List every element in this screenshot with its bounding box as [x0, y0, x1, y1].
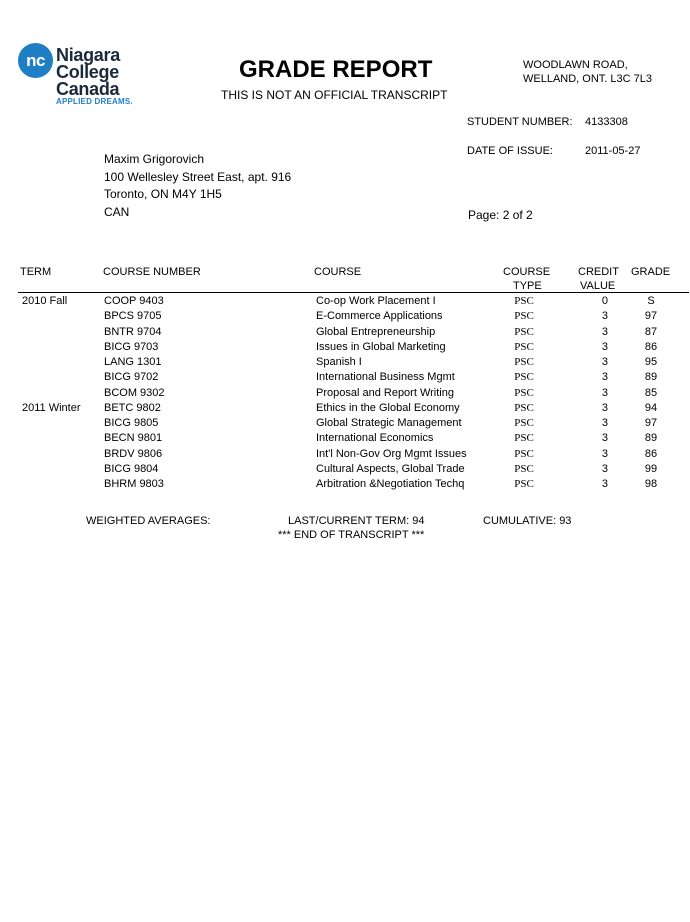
- row-course-number: LANG 1301: [104, 356, 162, 368]
- row-course-number: COOP 9403: [104, 295, 164, 307]
- row-course-number: BETC 9802: [104, 401, 161, 414]
- header-credit-line1: CREDIT: [578, 266, 619, 278]
- header-course-type-line1: COURSE: [503, 266, 551, 278]
- student-street: 100 Wellesley Street East, apt. 916: [104, 170, 292, 184]
- row-course-title: Spanish I: [316, 356, 362, 368]
- row-grade: 95: [644, 356, 658, 368]
- student-city: Toronto, ON M4Y 1H5: [104, 187, 222, 201]
- table-row: [0, 310, 690, 325]
- header-credit-line2: VALUE: [580, 280, 616, 292]
- row-credit-value: 0: [601, 295, 608, 307]
- header-grade: GRADE: [631, 266, 671, 278]
- row-course-title: Proposal and Report Writing: [316, 386, 454, 399]
- row-course-title: Global Entrepreneurship: [316, 325, 436, 338]
- row-course-type: PSC: [514, 478, 534, 490]
- logo-text-line3: Canada: [56, 79, 120, 99]
- row-course-type: PSC: [514, 310, 534, 323]
- row-course-number: BICG 9805: [104, 417, 159, 429]
- table-row: [0, 463, 690, 478]
- row-course-number: BRDV 9806: [104, 447, 163, 460]
- college-address-line2: WELLAND, ONT. L3C 7L3: [523, 73, 652, 85]
- row-course-title: Global Strategic Management: [316, 417, 462, 429]
- row-course-number: BICG 9703: [104, 340, 159, 353]
- row-grade: 87: [644, 325, 658, 338]
- row-credit-value: 3: [601, 462, 608, 475]
- student-number-label: STUDENT NUMBER:: [467, 116, 573, 128]
- table-row: [0, 478, 690, 493]
- row-grade: 89: [644, 432, 658, 445]
- logo-text-line1: Niagara: [56, 45, 120, 65]
- row-grade: 94: [644, 401, 658, 414]
- student-country: CAN: [104, 205, 130, 219]
- weighted-averages-label: WEIGHTED AVERAGES:: [86, 515, 211, 527]
- page-indicator: Page: 2 of 2: [468, 208, 533, 222]
- row-course-number: BICG 9804: [104, 462, 159, 475]
- row-course-type: PSC: [514, 386, 534, 399]
- table-row: [0, 448, 690, 463]
- row-course-title: Issues in Global Marketing: [316, 340, 446, 353]
- table-row: [0, 432, 690, 447]
- row-grade: 89: [644, 371, 658, 384]
- logo-tagline: APPLIED DREAMS.: [56, 97, 133, 106]
- row-grade: 86: [644, 447, 658, 460]
- issue-date-value: 2011-05-27: [585, 145, 641, 157]
- header-course-type-line2: TYPE: [513, 280, 542, 292]
- row-course-number: BECN 9801: [104, 432, 163, 445]
- end-of-transcript: *** END OF TRANSCRIPT ***: [278, 529, 425, 541]
- row-course-type: PSC: [514, 295, 534, 307]
- row-credit-value: 3: [601, 386, 608, 399]
- row-credit-value: 3: [601, 325, 608, 338]
- row-course-title: Int'l Non-Gov Org Mgmt Issues: [316, 447, 467, 460]
- row-course-type: PSC: [514, 432, 534, 445]
- row-course-type: PSC: [514, 356, 534, 368]
- table-row: [0, 371, 690, 386]
- row-grade: 99: [644, 462, 658, 475]
- student-name: Maxim Grigorovich: [104, 152, 205, 166]
- report-title: GRADE REPORT: [239, 56, 433, 83]
- row-course-title: International Business Mgmt: [316, 371, 455, 384]
- student-number-value: 4133308: [585, 116, 628, 128]
- college-logo-badge: nc: [18, 43, 53, 78]
- row-credit-value: 3: [601, 356, 608, 368]
- table-row: [0, 295, 690, 310]
- row-credit-value: 3: [601, 310, 608, 323]
- header-course: COURSE: [314, 266, 362, 278]
- row-grade: S: [647, 295, 655, 307]
- row-credit-value: 3: [601, 340, 608, 353]
- row-credit-value: 3: [601, 417, 608, 429]
- table-row: [0, 402, 690, 417]
- last-term-average: LAST/CURRENT TERM: 94: [288, 515, 425, 527]
- row-course-number: BCOM 9302: [104, 386, 165, 399]
- table-row: [0, 417, 690, 432]
- row-course-number: BICG 9702: [104, 371, 159, 384]
- issue-date-label: DATE OF ISSUE:: [467, 145, 553, 157]
- row-term: 2010 Fall: [22, 295, 68, 307]
- row-course-number: BNTR 9704: [104, 325, 162, 338]
- row-credit-value: 3: [601, 478, 608, 490]
- row-course-type: PSC: [514, 447, 534, 460]
- header-divider: [18, 292, 689, 293]
- college-address-line1: WOODLAWN ROAD,: [523, 59, 628, 71]
- row-course-type: PSC: [514, 340, 534, 353]
- row-course-type: PSC: [514, 462, 534, 475]
- row-course-type: PSC: [514, 401, 534, 414]
- table-row: [0, 387, 690, 402]
- row-course-title: E-Commerce Applications: [316, 310, 443, 323]
- row-credit-value: 3: [601, 401, 608, 414]
- row-course-title: Cultural Aspects, Global Trade: [316, 462, 465, 475]
- report-subtitle: THIS IS NOT AN OFFICIAL TRANSCRIPT: [221, 88, 448, 102]
- table-row: [0, 356, 690, 371]
- row-grade: 98: [644, 478, 658, 490]
- row-credit-value: 3: [601, 371, 608, 384]
- logo-text-line2: College: [56, 62, 119, 82]
- table-row: [0, 326, 690, 341]
- row-course-number: BPCS 9705: [104, 310, 162, 323]
- header-term: TERM: [20, 266, 52, 278]
- row-course-type: PSC: [514, 325, 534, 338]
- row-grade: 97: [644, 310, 658, 323]
- row-grade: 86: [644, 340, 658, 353]
- row-course-title: Ethics in the Global Economy: [316, 401, 460, 414]
- row-course-type: PSC: [514, 371, 534, 384]
- row-course-title: Arbitration &Negotiation Techq: [316, 478, 465, 490]
- row-course-number: BHRM 9803: [104, 478, 164, 490]
- table-row: [0, 341, 690, 356]
- cumulative-average: CUMULATIVE: 93: [483, 515, 572, 527]
- row-course-title: International Economics: [316, 432, 434, 445]
- row-credit-value: 3: [601, 447, 608, 460]
- row-grade: 85: [644, 386, 658, 399]
- row-term: 2011 Winter: [22, 401, 81, 414]
- row-course-type: PSC: [514, 417, 534, 429]
- row-grade: 97: [644, 417, 658, 429]
- row-credit-value: 3: [601, 432, 608, 445]
- header-course-number: COURSE NUMBER: [103, 266, 201, 278]
- row-course-title: Co-op Work Placement I: [316, 295, 436, 307]
